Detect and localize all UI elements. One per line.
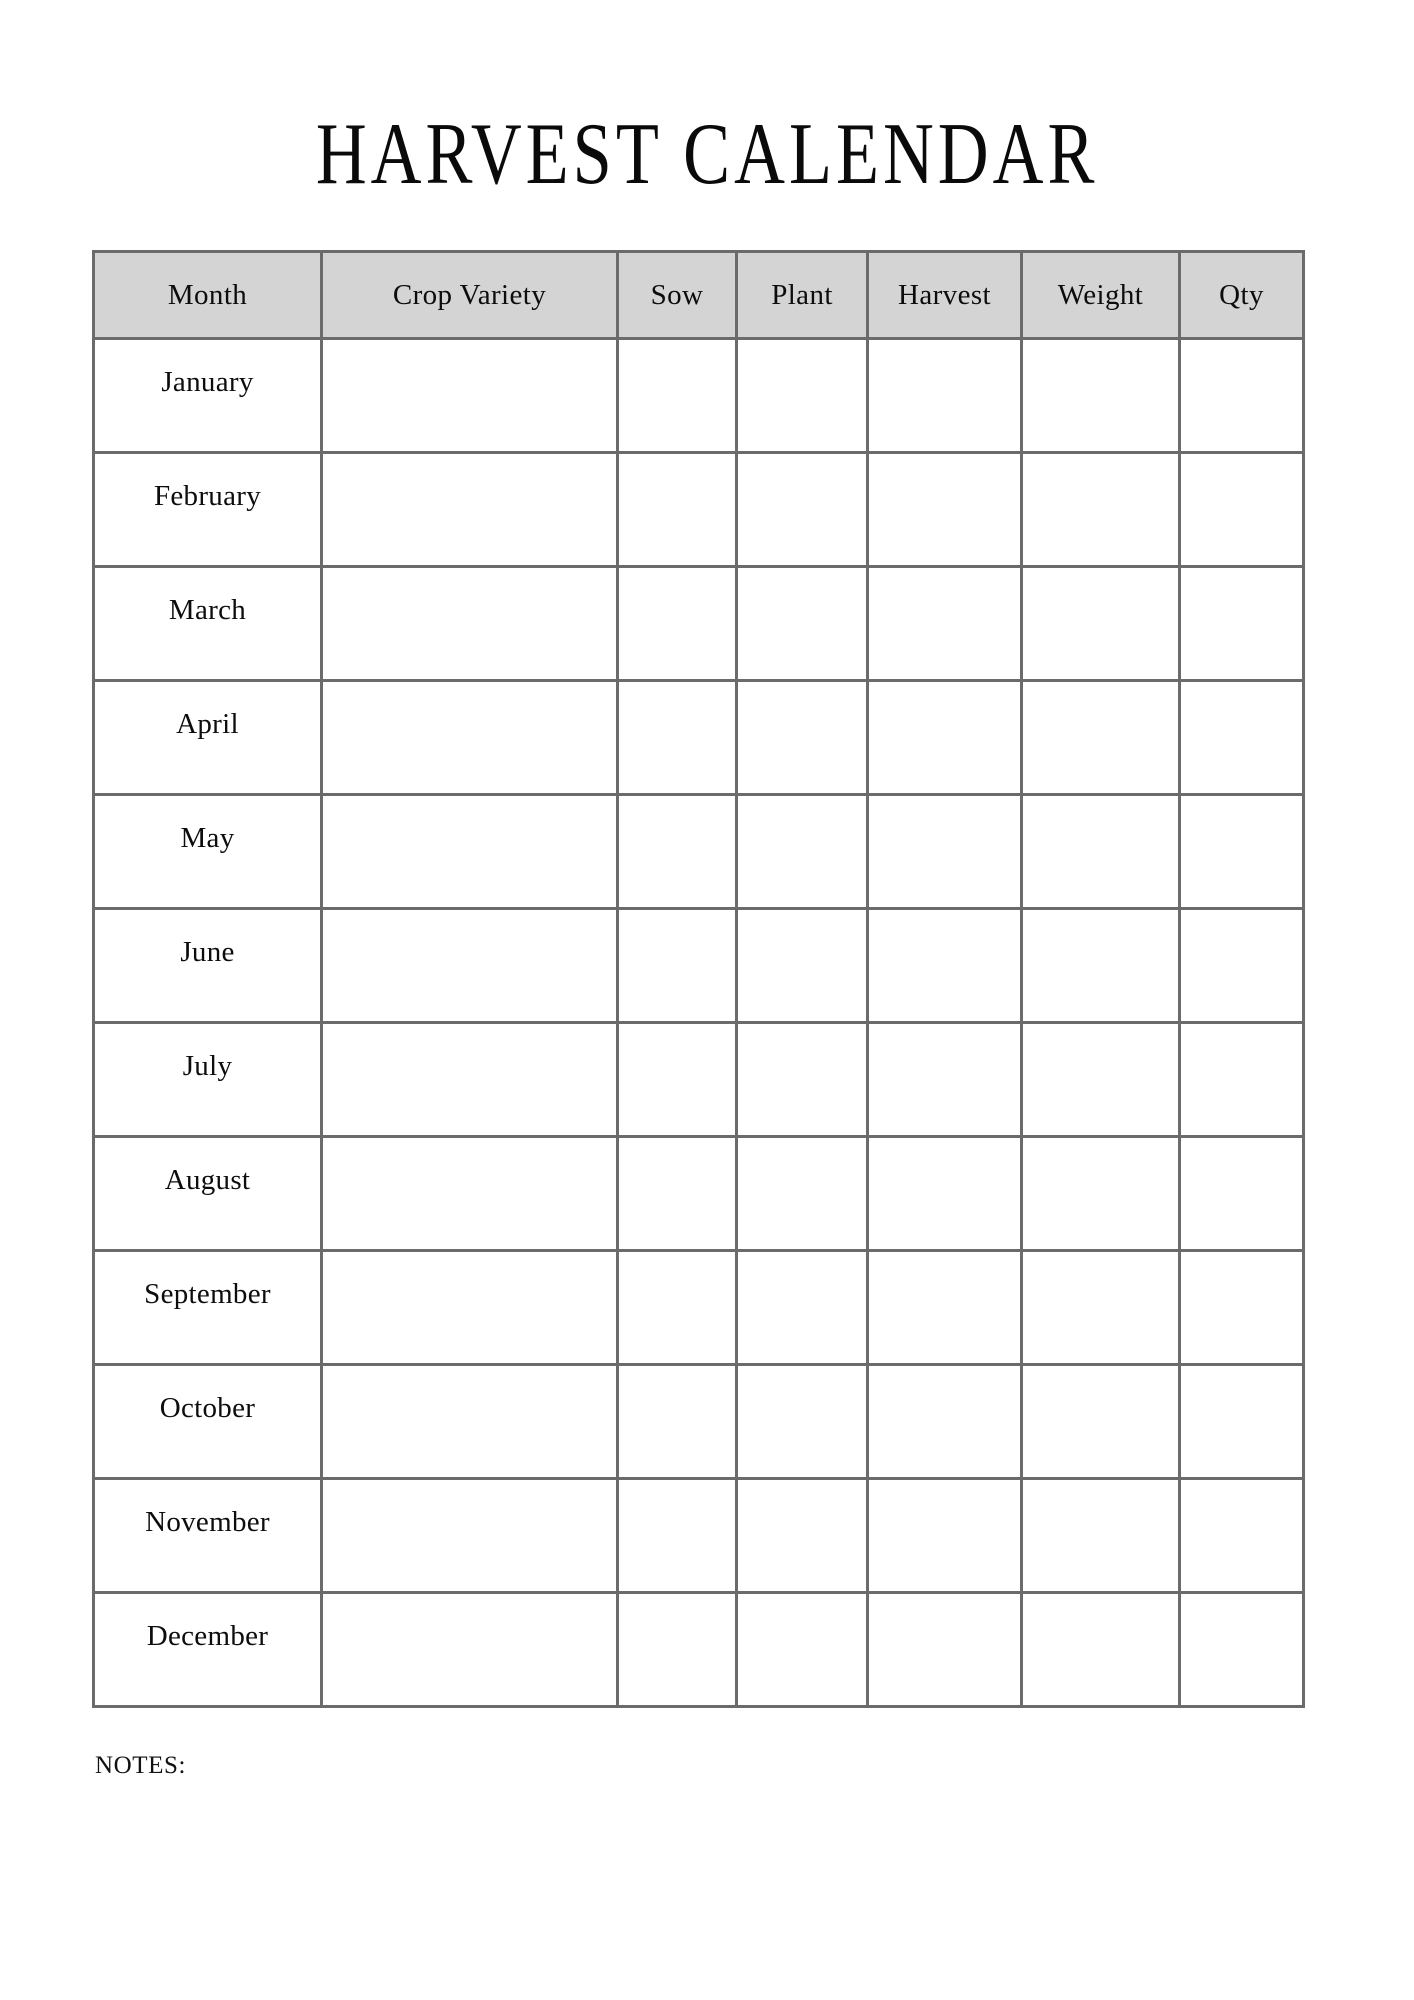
entry-cell-crop[interactable] — [322, 567, 618, 681]
entry-cell-crop[interactable] — [322, 1479, 618, 1593]
column-header-qty: Qty — [1180, 252, 1304, 339]
entry-cell-weight[interactable] — [1022, 453, 1180, 567]
month-label: May — [94, 795, 322, 909]
column-header-sow: Sow — [618, 252, 737, 339]
entry-cell-crop[interactable] — [322, 1251, 618, 1365]
entry-cell-harvest[interactable] — [868, 339, 1022, 453]
month-label: January — [94, 339, 322, 453]
entry-cell-sow[interactable] — [618, 909, 737, 1023]
column-header-harvest: Harvest — [868, 252, 1022, 339]
month-label: August — [94, 1137, 322, 1251]
entry-cell-crop[interactable] — [322, 1365, 618, 1479]
entry-cell-harvest[interactable] — [868, 1137, 1022, 1251]
entry-cell-harvest[interactable] — [868, 1365, 1022, 1479]
entry-cell-plant[interactable] — [737, 453, 868, 567]
month-label: September — [94, 1251, 322, 1365]
entry-cell-crop[interactable] — [322, 1137, 618, 1251]
month-label: June — [94, 909, 322, 1023]
table-body — [94, 339, 1304, 1707]
entry-cell-qty[interactable] — [1180, 1023, 1304, 1137]
entry-cell-harvest[interactable] — [868, 681, 1022, 795]
entry-cell-harvest[interactable] — [868, 909, 1022, 1023]
entry-cell-plant[interactable] — [737, 1365, 868, 1479]
table-row — [94, 909, 1304, 1023]
column-header-crop-variety: Crop Variety — [322, 252, 618, 339]
entry-cell-plant[interactable] — [737, 681, 868, 795]
entry-cell-weight[interactable] — [1022, 1593, 1180, 1707]
entry-cell-plant[interactable] — [737, 1137, 868, 1251]
table-row — [94, 1251, 1304, 1365]
entry-cell-crop[interactable] — [322, 453, 618, 567]
table-row — [94, 795, 1304, 909]
entry-cell-plant[interactable] — [737, 1251, 868, 1365]
table-row — [94, 453, 1304, 567]
month-label: November — [94, 1479, 322, 1593]
entry-cell-plant[interactable] — [737, 1479, 868, 1593]
entry-cell-plant[interactable] — [737, 567, 868, 681]
table-row — [94, 339, 1304, 453]
entry-cell-qty[interactable] — [1180, 1365, 1304, 1479]
page-title-container — [0, 52, 1414, 258]
entry-cell-harvest[interactable] — [868, 1593, 1022, 1707]
entry-cell-sow[interactable] — [618, 1365, 737, 1479]
entry-cell-weight[interactable] — [1022, 1023, 1180, 1137]
month-label: March — [94, 567, 322, 681]
entry-cell-crop[interactable] — [322, 909, 618, 1023]
entry-cell-qty[interactable] — [1180, 795, 1304, 909]
table-row — [94, 1593, 1304, 1707]
column-header-weight: Weight — [1022, 252, 1180, 339]
table-row — [94, 1023, 1304, 1137]
entry-cell-sow[interactable] — [618, 681, 737, 795]
table-header — [94, 252, 1304, 339]
entry-cell-qty[interactable] — [1180, 1593, 1304, 1707]
entry-cell-harvest[interactable] — [868, 795, 1022, 909]
entry-cell-crop[interactable] — [322, 1023, 618, 1137]
table-row — [94, 681, 1304, 795]
entry-cell-sow[interactable] — [618, 1023, 737, 1137]
entry-cell-plant[interactable] — [737, 795, 868, 909]
entry-cell-weight[interactable] — [1022, 339, 1180, 453]
harvest-table-container — [92, 250, 1302, 1708]
entry-cell-weight[interactable] — [1022, 567, 1180, 681]
table-row — [94, 567, 1304, 681]
column-header-month: Month — [94, 252, 322, 339]
entry-cell-qty[interactable] — [1180, 909, 1304, 1023]
entry-cell-sow[interactable] — [618, 1593, 737, 1707]
entry-cell-sow[interactable] — [618, 339, 737, 453]
entry-cell-qty[interactable] — [1180, 339, 1304, 453]
entry-cell-qty[interactable] — [1180, 1137, 1304, 1251]
entry-cell-weight[interactable] — [1022, 1137, 1180, 1251]
entry-cell-weight[interactable] — [1022, 681, 1180, 795]
entry-cell-crop[interactable] — [322, 795, 618, 909]
entry-cell-harvest[interactable] — [868, 1479, 1022, 1593]
entry-cell-crop[interactable] — [322, 339, 618, 453]
entry-cell-sow[interactable] — [618, 795, 737, 909]
entry-cell-qty[interactable] — [1180, 567, 1304, 681]
entry-cell-crop[interactable] — [322, 681, 618, 795]
table-row — [94, 1137, 1304, 1251]
entry-cell-plant[interactable] — [737, 339, 868, 453]
entry-cell-plant[interactable] — [737, 1023, 868, 1137]
entry-cell-qty[interactable] — [1180, 1251, 1304, 1365]
column-header-plant: Plant — [737, 252, 868, 339]
month-label: October — [94, 1365, 322, 1479]
harvest-table — [92, 250, 1305, 1708]
entry-cell-weight[interactable] — [1022, 909, 1180, 1023]
entry-cell-weight[interactable] — [1022, 1365, 1180, 1479]
entry-cell-sow[interactable] — [618, 1137, 737, 1251]
entry-cell-qty[interactable] — [1180, 453, 1304, 567]
entry-cell-harvest[interactable] — [868, 1023, 1022, 1137]
entry-cell-harvest[interactable] — [868, 567, 1022, 681]
entry-cell-plant[interactable] — [737, 909, 868, 1023]
notes-label: NOTES: — [95, 1752, 187, 1779]
entry-cell-qty[interactable] — [1180, 681, 1304, 795]
month-label: April — [94, 681, 322, 795]
entry-cell-harvest[interactable] — [868, 1251, 1022, 1365]
entry-cell-qty[interactable] — [1180, 1479, 1304, 1593]
entry-cell-sow[interactable] — [618, 453, 737, 567]
entry-cell-sow[interactable] — [618, 1479, 737, 1593]
table-row — [94, 1365, 1304, 1479]
entry-cell-harvest[interactable] — [868, 453, 1022, 567]
table-header-row — [94, 252, 1304, 339]
entry-cell-crop[interactable] — [322, 1593, 618, 1707]
entry-cell-sow[interactable] — [618, 1251, 737, 1365]
entry-cell-sow[interactable] — [618, 567, 737, 681]
entry-cell-weight[interactable] — [1022, 795, 1180, 909]
entry-cell-plant[interactable] — [737, 1593, 868, 1707]
entry-cell-weight[interactable] — [1022, 1251, 1180, 1365]
page-title: HARVEST CALENDAR — [315, 105, 1099, 203]
month-label: February — [94, 453, 322, 567]
month-label: December — [94, 1593, 322, 1707]
entry-cell-weight[interactable] — [1022, 1479, 1180, 1593]
table-row — [94, 1479, 1304, 1593]
month-label: July — [94, 1023, 322, 1137]
